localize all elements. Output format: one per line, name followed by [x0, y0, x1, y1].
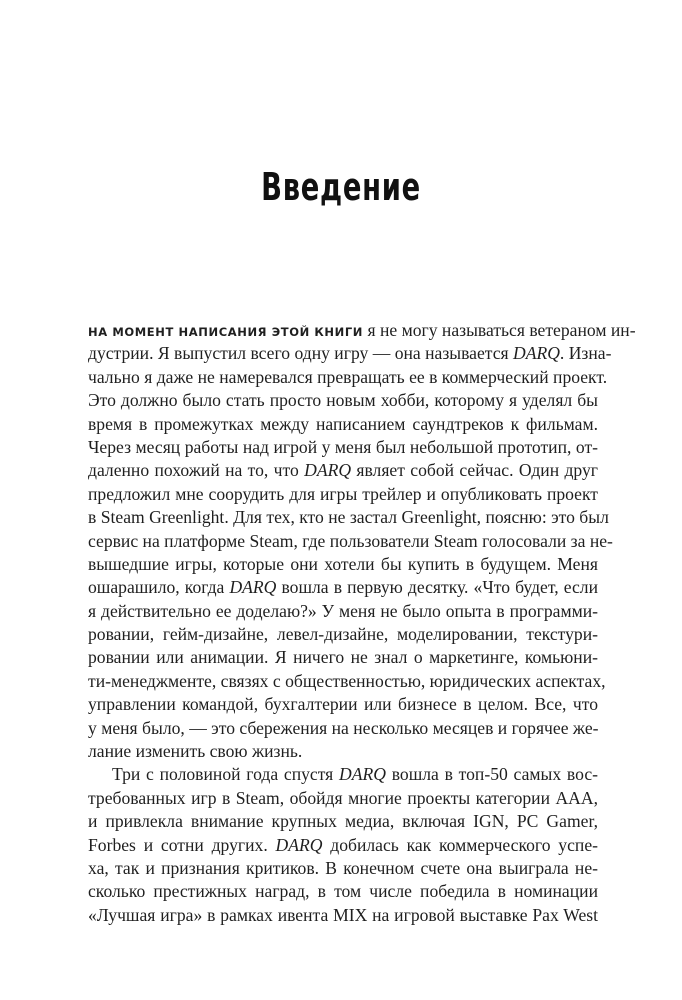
text-line: управлении командой, бухгалтерии или бизнесе в целом. Все, что: [88, 694, 598, 715]
game-title: DARQ: [513, 343, 560, 364]
text-line: требованных игр в Steam, обойдя многие проекты категории AAA,: [88, 787, 598, 808]
text-line: лание изменить свою жизнь.: [88, 741, 303, 762]
text-line: у меня было, — это сбережения на несколько месяцев и горячее же-: [88, 717, 599, 738]
text-line: НА МОМЕНТ НАПИСАНИЯ ЭТОЙ КНИГИ я не могу называться ветераном ин-: [88, 320, 636, 340]
text-line: «Лучшая игра» в рамках ивента MIX на игровой выставке Pax West: [88, 904, 598, 925]
chapter-title: Введение: [261, 165, 421, 210]
text-line: чально я даже не намеревался превращать ее в коммерческий проект.: [88, 366, 608, 387]
game-title: DARQ: [275, 834, 323, 855]
text-line: сервис на платформе Steam, где пользователи Steam голосовали за не-: [88, 530, 613, 551]
text-line: дустрии. Я выпустил всего одну игру — она называется DARQ. Изна-: [88, 343, 612, 364]
paragraph-2: [88, 763, 598, 927]
text-line: я действительно ее доделаю?» У меня не было опыта в программи-: [88, 600, 598, 621]
text-line: ровании, гейм-дизайне, левел-дизайне, моделировании, текстури-: [88, 624, 598, 645]
text-line: Forbes и сотни других. DARQ добилась как коммерческого успе-: [88, 834, 598, 855]
text-line: ха, так и признания критиков. В конечном счете она выиграла не-: [88, 857, 598, 878]
text-line: Через месяц работы над игрой у меня был небольшой прототип, от-: [88, 436, 598, 457]
text-line: ошарашило, когда DARQ вошла в первую десятку. «Что будет, если: [88, 577, 598, 598]
text-line: и привлекла внимание крупных медиа, включая IGN, PC Gamer,: [88, 811, 598, 832]
text-line: Три с половиной года спустя DARQ вошла в топ-50 самых вос-: [112, 764, 598, 785]
text-line: предложил мне соорудить для игры трейлер и опубликовать проект: [88, 483, 598, 504]
text-line: в Steam Greenlight. Для тех, кто не застал Greenlight, поясню: это был: [88, 507, 609, 528]
text-line: ти-менеджменте, связях с общественностью, юридических аспектах,: [88, 670, 606, 691]
game-title: DARQ: [229, 577, 277, 598]
text-line: даленно похожий на то, что DARQ являет собой сейчас. Один друг: [88, 460, 598, 481]
text-line: вышедшие игры, которые они хотели бы купить в будущем. Меня: [88, 553, 598, 574]
game-title: DARQ: [339, 764, 386, 785]
paragraph-lead-in: НА МОМЕНТ НАПИСАНИЯ ЭТОЙ КНИГИ: [88, 325, 364, 339]
chapter-body: [88, 319, 636, 927]
paragraph-1: [88, 319, 636, 763]
text-line: ровании или анимации. Я ничего не знал о маркетинге, комьюни-: [88, 647, 598, 668]
text-line: Это должно было стать просто новым хобби, которому я уделял бы: [88, 390, 598, 411]
text-line: сколько престижных наград, в том числе победила в номинации: [88, 881, 598, 902]
game-title: DARQ: [304, 460, 352, 481]
text-line: время в промежутках между написанием саундтреков к фильмам.: [88, 413, 598, 434]
